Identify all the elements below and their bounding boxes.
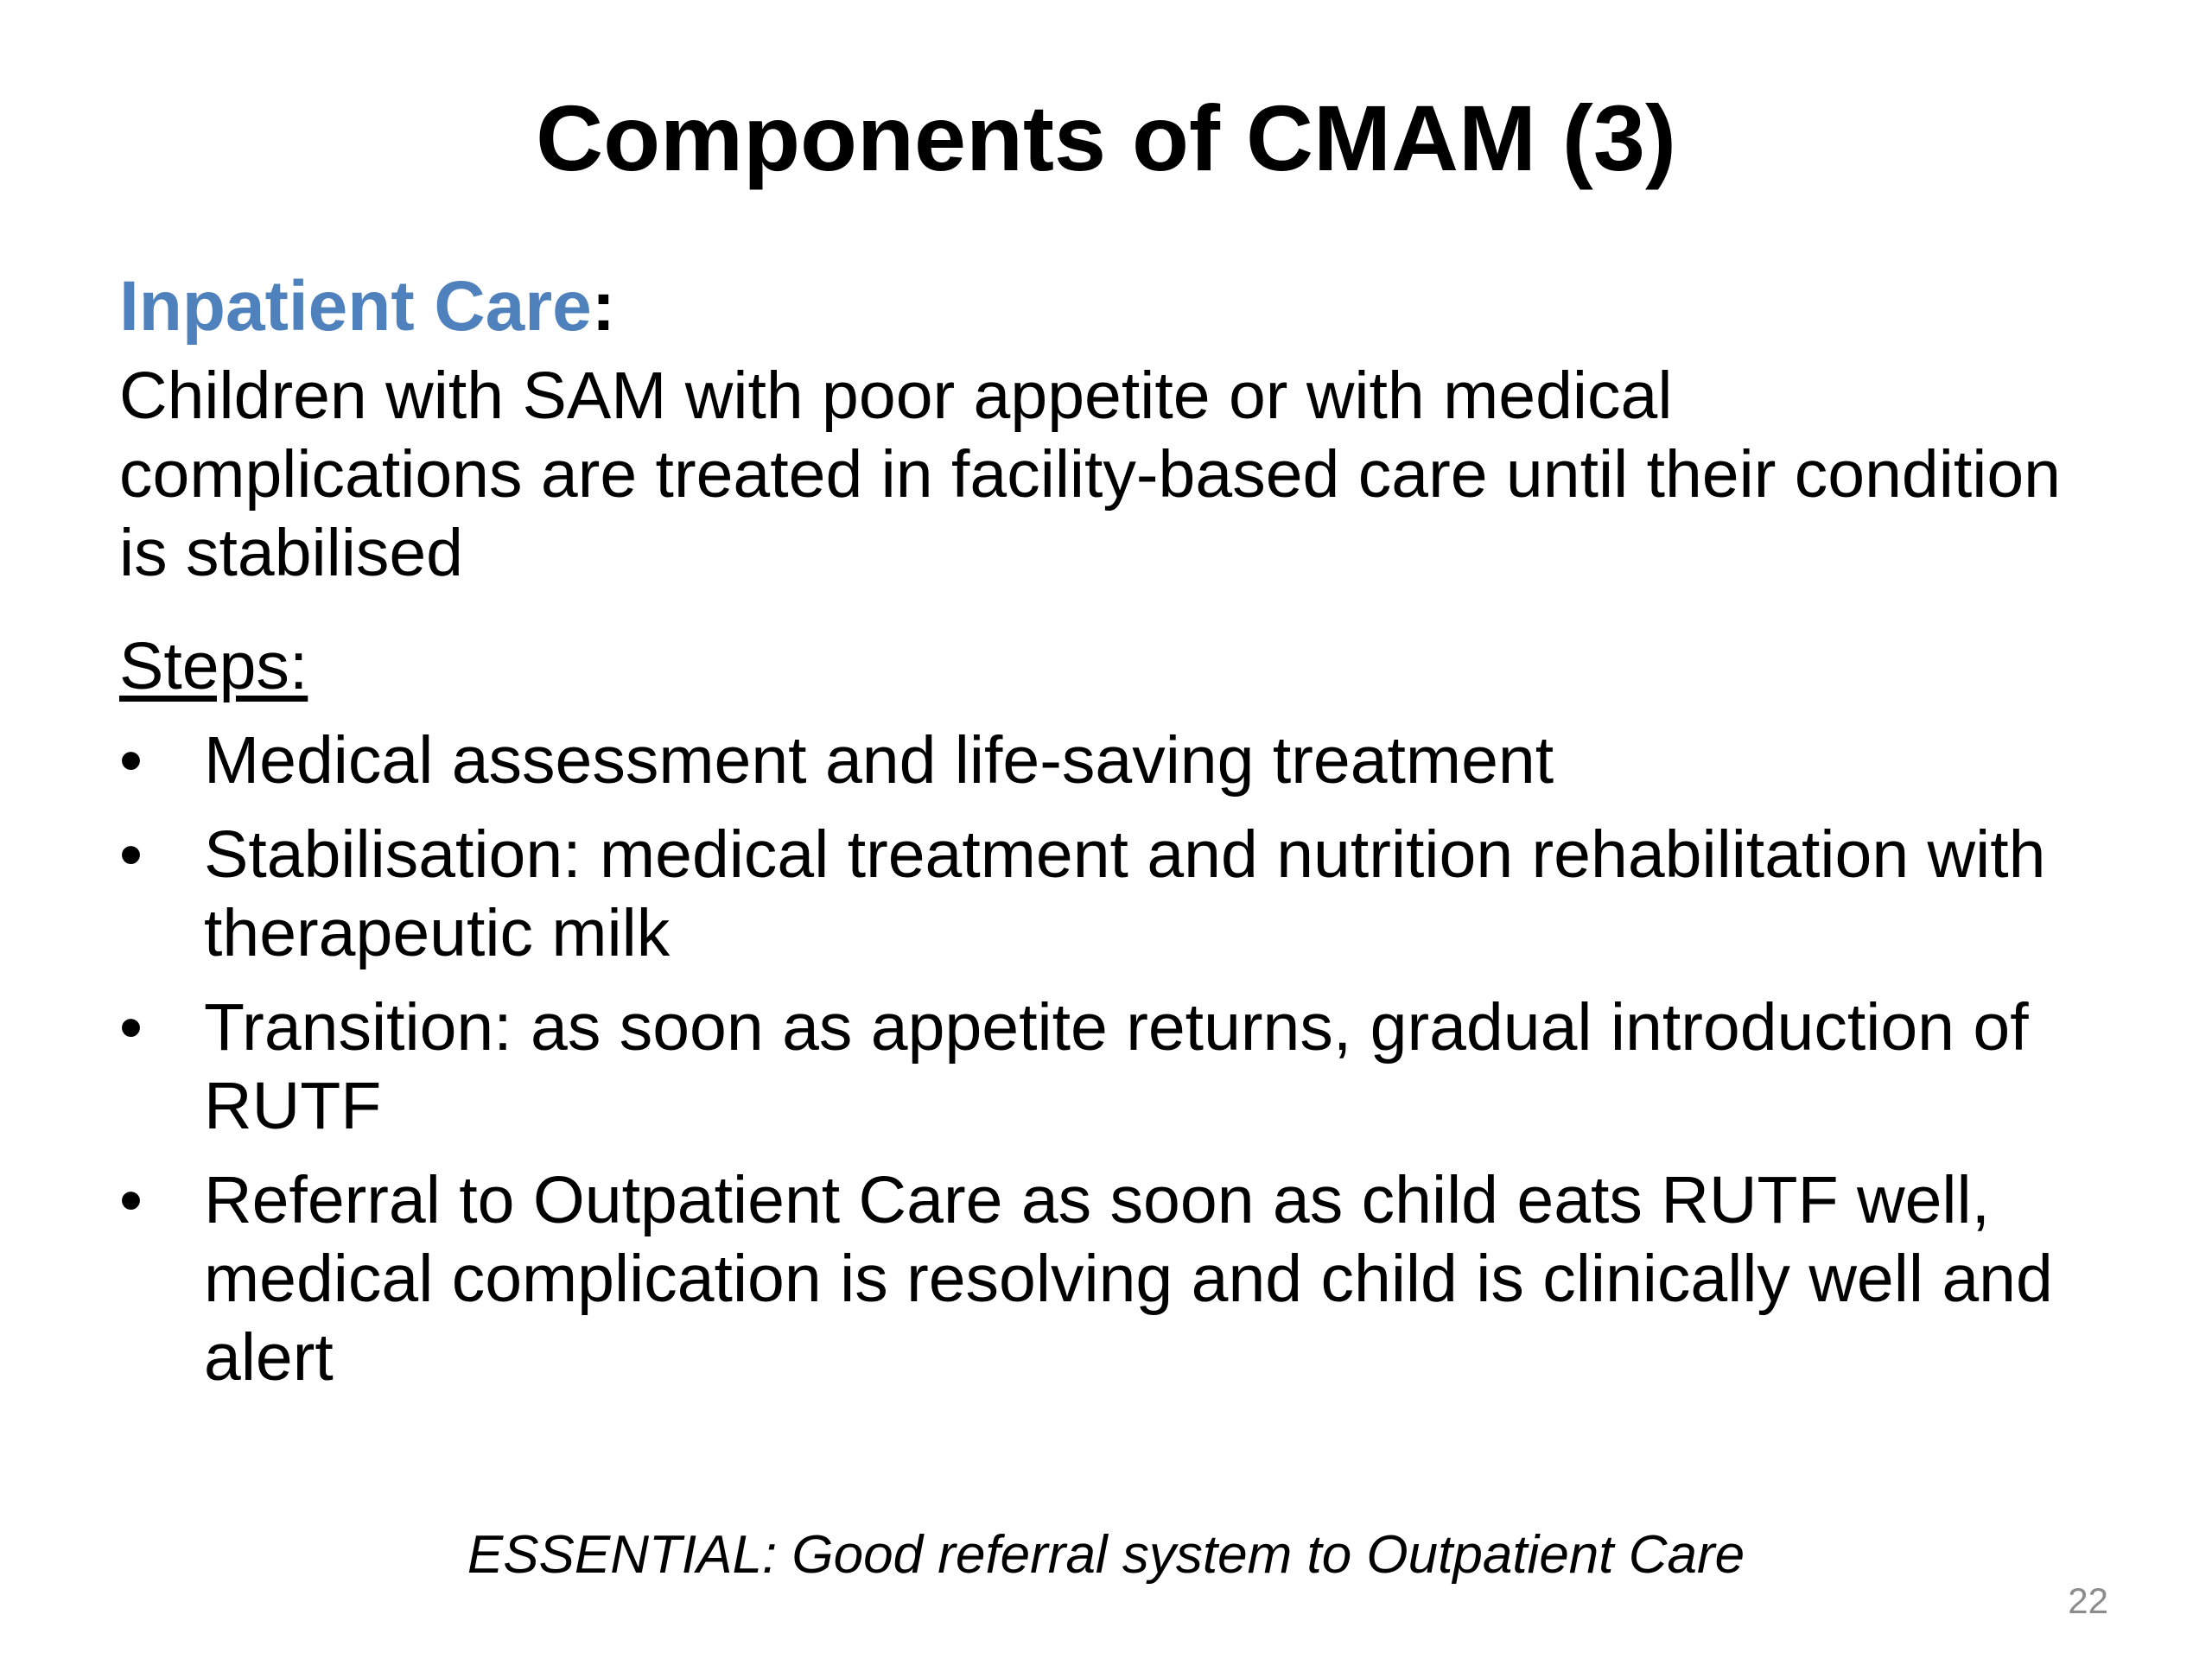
essential-note: ESSENTIAL: Good referral system to Outpatient Care — [467, 1525, 1745, 1585]
steps-label: Steps: — [119, 629, 308, 703]
slide-title: Components of CMAM (3) — [536, 86, 1676, 190]
section-heading — [119, 264, 2063, 350]
step-text: Medical assessment and life-saving treatment — [204, 723, 1554, 798]
page-number: 22 — [2068, 1580, 2108, 1621]
step-item — [119, 816, 2062, 973]
step-item — [119, 988, 2062, 1146]
slide-content — [119, 264, 2063, 1397]
section-heading-label: Inpatient Care — [119, 267, 592, 346]
bullet-icon: • — [119, 817, 143, 892]
section-heading-colon: : — [591, 267, 616, 346]
bullet-icon: • — [119, 1163, 143, 1237]
step-text: Stabilisation: medical treatment and nutrition rehabilitation with therapeutic milk — [204, 817, 2046, 970]
step-item — [119, 1161, 2062, 1397]
step-text: Transition: as soon as appetite returns, gradual introduction of RUTF — [204, 990, 2029, 1143]
section-description: Children with SAM with poor appetite or with medical complications are treated in facility-based care until their condition is stabilised — [119, 359, 2061, 590]
step-text: Referral to Outpatient Care as soon as child eats RUTF well, medical complication is resolving and child is clinically well and alert — [204, 1163, 2053, 1395]
bullet-icon: • — [119, 990, 143, 1065]
step-item — [119, 721, 2062, 800]
steps-list — [119, 721, 2063, 1397]
bullet-icon: • — [119, 723, 143, 798]
